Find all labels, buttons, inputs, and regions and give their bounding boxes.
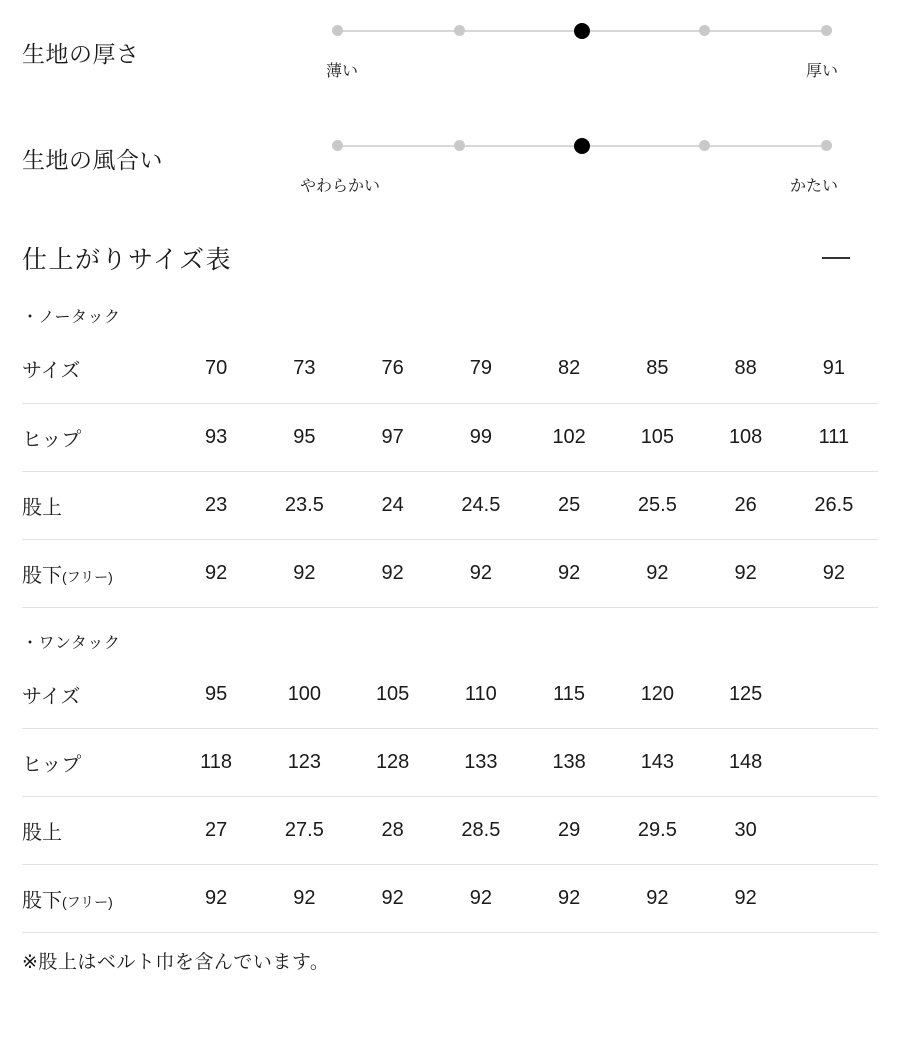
scale-dot-3-selected (574, 23, 590, 39)
cell: 99 (437, 403, 525, 471)
table-row (22, 797, 878, 865)
cell: 30 (702, 797, 790, 865)
cell (790, 729, 878, 797)
cell: 102 (525, 403, 613, 471)
size-chart-note: ※股上はベルト巾を含んでいます。 (22, 952, 330, 973)
cell: 92 (613, 539, 701, 607)
fabric-thickness-right-caption: 厚い (805, 63, 838, 80)
cell: 110 (437, 661, 525, 729)
table-row (22, 729, 878, 797)
table-row (22, 539, 878, 607)
cell: 27.5 (260, 797, 348, 865)
cell: 97 (349, 403, 437, 471)
cell: 29 (525, 797, 613, 865)
row-header-label: 股上 (22, 496, 62, 519)
scale-dot-2 (454, 140, 465, 151)
no-tuck-size-table (22, 335, 878, 608)
scale-dot-2 (454, 25, 465, 36)
table-row (22, 865, 878, 933)
row-header (22, 661, 172, 729)
cell: 105 (349, 661, 437, 729)
size-chart-section-header[interactable] (22, 220, 878, 282)
cell: 133 (437, 729, 525, 797)
cell: 26.5 (790, 471, 878, 539)
cell: 27 (172, 797, 260, 865)
cell: 28.5 (437, 797, 525, 865)
cell: 100 (260, 661, 348, 729)
fabric-thickness-attribute (22, 0, 878, 108)
cell: 82 (525, 335, 613, 403)
cell: 92 (349, 539, 437, 607)
cell: 28 (349, 797, 437, 865)
row-header-sublabel: (フリー) (62, 894, 113, 910)
cell: 105 (613, 403, 701, 471)
row-header (22, 797, 172, 865)
scale-dot-1 (332, 25, 343, 36)
scale-dot-3-selected (574, 138, 590, 154)
cell: 115 (525, 661, 613, 729)
scale-dot-5 (821, 25, 832, 36)
fabric-texture-label: 生地の風合い (22, 147, 163, 173)
cell: 29.5 (613, 797, 701, 865)
fabric-thickness-scale (326, 25, 838, 80)
fabric-texture-attribute (22, 108, 878, 220)
no-tuck-subtitle: ・ノータック (22, 309, 121, 326)
row-header-label: サイズ (22, 360, 81, 383)
cell: 85 (613, 335, 701, 403)
cell: 123 (260, 729, 348, 797)
cell: 92 (790, 539, 878, 607)
scale-dot-1 (332, 140, 343, 151)
row-header (22, 403, 172, 471)
cell: 92 (702, 539, 790, 607)
cell: 92 (525, 539, 613, 607)
cell: 120 (613, 661, 701, 729)
row-header (22, 471, 172, 539)
table-row (22, 471, 878, 539)
cell: 76 (349, 335, 437, 403)
one-tuck-subtitle: ・ワンタック (22, 634, 121, 652)
cell: 92 (349, 865, 437, 933)
cell: 148 (702, 729, 790, 797)
fabric-texture-scale (300, 140, 838, 195)
cell: 128 (349, 729, 437, 797)
row-header (22, 865, 172, 933)
cell (790, 797, 878, 865)
table-row (22, 661, 878, 729)
cell: 92 (260, 865, 348, 933)
cell: 143 (613, 729, 701, 797)
row-header-label: 股下 (22, 890, 62, 912)
cell (790, 661, 878, 729)
cell: 92 (260, 539, 348, 607)
fabric-thickness-label: 生地の厚さ (22, 41, 140, 67)
cell: 92 (437, 539, 525, 607)
one-tuck-size-table (22, 661, 878, 934)
row-header-label: ヒップ (22, 428, 82, 451)
cell: 95 (172, 661, 260, 729)
cell: 108 (702, 403, 790, 471)
cell: 24.5 (437, 471, 525, 539)
cell: 91 (790, 335, 878, 403)
cell: 24 (349, 471, 437, 539)
fabric-thickness-left-caption: 薄い (326, 63, 359, 80)
row-header (22, 539, 172, 607)
cell: 92 (172, 865, 260, 933)
cell: 92 (525, 865, 613, 933)
size-chart-title: 仕上がりサイズ表 (22, 246, 233, 274)
cell: 92 (172, 539, 260, 607)
fabric-texture-left-caption: やわらかい (300, 178, 381, 195)
table-row (22, 335, 878, 403)
cell: 25 (525, 471, 613, 539)
fabric-texture-right-caption: かたい (789, 178, 838, 195)
cell: 79 (437, 335, 525, 403)
cell: 92 (702, 865, 790, 933)
minus-icon[interactable] (822, 257, 850, 259)
cell (790, 865, 878, 933)
row-header (22, 335, 172, 403)
cell: 118 (172, 729, 260, 797)
cell: 23.5 (260, 471, 348, 539)
cell: 25.5 (613, 471, 701, 539)
row-header-label: 股上 (22, 822, 62, 844)
table-row (22, 403, 878, 471)
row-header-label: サイズ (22, 685, 81, 708)
cell: 111 (790, 403, 878, 471)
row-header-label: ヒップ (22, 754, 82, 776)
row-header-label: 股下 (22, 564, 62, 587)
cell: 26 (702, 471, 790, 539)
scale-dot-5 (821, 140, 832, 151)
cell: 88 (702, 335, 790, 403)
cell: 92 (613, 865, 701, 933)
scale-dot-4 (699, 140, 710, 151)
scale-dot-4 (699, 25, 710, 36)
row-header-sublabel: (フリー) (62, 568, 113, 585)
cell: 73 (260, 335, 348, 403)
cell: 138 (525, 729, 613, 797)
row-header (22, 729, 172, 797)
cell: 125 (702, 661, 790, 729)
cell: 95 (260, 403, 348, 471)
cell: 93 (172, 403, 260, 471)
cell: 92 (437, 865, 525, 933)
cell: 70 (172, 335, 260, 403)
cell: 23 (172, 471, 260, 539)
